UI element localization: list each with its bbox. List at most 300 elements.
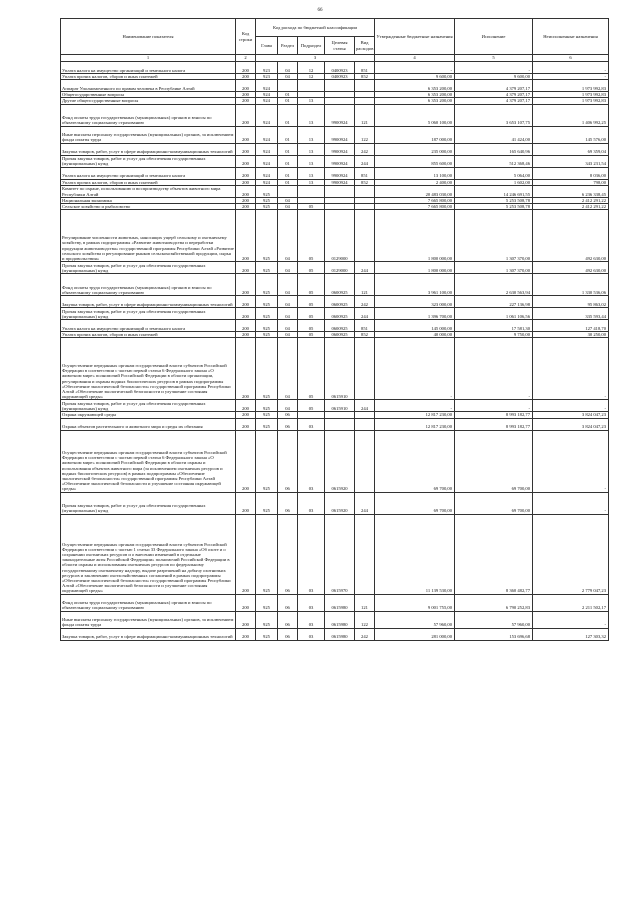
row-section: 04	[278, 320, 298, 332]
row-unexecuted: 798,00	[533, 179, 609, 185]
row-expense-type: 244	[355, 492, 375, 514]
row-section: 06	[278, 514, 298, 594]
table-row	[61, 418, 609, 430]
column-index-row	[61, 55, 609, 62]
row-unexecuted: 2 412 291,22	[533, 197, 609, 203]
row-approved: 40 000,00	[375, 332, 455, 338]
row-approved: 69 700,00	[375, 492, 455, 514]
row-name: Прочая закупка товаров, работ и услуг для обеспечения государственных (муниципальных) нужд	[61, 492, 236, 514]
row-unexecuted: 127 303,32	[533, 628, 609, 640]
row-section: 04	[278, 332, 298, 338]
row-expense-type: 121	[355, 104, 375, 126]
row-unexecuted: 3 824 047,23	[533, 418, 609, 430]
row-section: 06	[278, 492, 298, 514]
header-subsection: Подраздел	[298, 37, 325, 55]
row-line-code: 200	[236, 611, 256, 628]
row-line-code: 200	[236, 74, 256, 80]
row-target-item: 0600925	[325, 320, 355, 332]
row-line-code: 200	[236, 143, 256, 155]
row-expense-type: 244	[355, 308, 375, 320]
row-expense-type	[355, 210, 375, 262]
row-name: Прочая закупка товаров, работ и услуг для обеспечения государственных (муниципальных) нужд	[61, 155, 236, 167]
row-section: 04	[278, 262, 298, 274]
row-subsection: 05	[298, 332, 325, 338]
row-target-item: 9900924	[325, 126, 355, 143]
row-executed: 5 253 508,78	[455, 204, 533, 210]
table-row	[61, 308, 609, 320]
row-chapter: 924	[256, 104, 278, 126]
header-expense-type: Вид расходов	[355, 37, 375, 55]
row-subsection: 03	[298, 418, 325, 430]
row-unexecuted: -	[533, 62, 609, 74]
table-row	[61, 332, 609, 338]
row-approved: 6 353 200,00	[375, 92, 455, 98]
row-executed: 1 307 370,00	[455, 210, 533, 262]
row-expense-type: 121	[355, 274, 375, 296]
row-executed: 5 064,00	[455, 167, 533, 179]
row-line-code: 200	[236, 594, 256, 611]
row-section: 01	[278, 167, 298, 179]
row-expense-type: 242	[355, 143, 375, 155]
row-subsection: 12	[298, 74, 325, 80]
row-approved: 1 800 000,00	[375, 262, 455, 274]
row-chapter: 925	[256, 611, 278, 628]
row-approved: 323 000,00	[375, 296, 455, 308]
row-unexecuted: 1 330 536,06	[533, 274, 609, 296]
row-executed: 1 602,00	[455, 179, 533, 185]
row-name: Уплата налога на имущество организаций и земельного налога	[61, 62, 236, 74]
row-target-item: 9900924	[325, 155, 355, 167]
row-subsection: 13	[298, 143, 325, 155]
row-expense-type	[355, 338, 375, 400]
row-line-code: 200	[236, 412, 256, 418]
row-expense-type	[355, 418, 375, 430]
row-unexecuted: 2 412 291,22	[533, 204, 609, 210]
row-unexecuted: 492 630,00	[533, 210, 609, 262]
row-subsection: 05	[298, 338, 325, 400]
row-executed: 8 993 182,77	[455, 412, 533, 418]
row-expense-type: 244	[355, 262, 375, 274]
row-name: Уплата прочих налогов, сборов и иных платежей	[61, 179, 236, 185]
row-chapter: 924	[256, 98, 278, 104]
header-chapter: Глава	[256, 37, 278, 55]
row-section: 01	[278, 126, 298, 143]
row-name: Охрана окружающей среды	[61, 412, 236, 418]
table-row	[61, 104, 609, 126]
header-name: Наименование показателя	[61, 19, 236, 55]
row-expense-type	[355, 430, 375, 492]
index-cell: 2	[236, 55, 256, 62]
row-executed: 3 653 107,75	[455, 104, 533, 126]
row-target-item: 0600925	[325, 332, 355, 338]
row-unexecuted: 30 250,00	[533, 332, 609, 338]
row-unexecuted: 343 231,54	[533, 155, 609, 167]
row-name: Закупка товаров, работ, услуг в сфере информационно-коммуникационных технологий	[61, 143, 236, 155]
row-expense-type	[355, 514, 375, 594]
row-subsection: 03	[298, 514, 325, 594]
row-executed: 165 640,96	[455, 143, 533, 155]
row-subsection: 05	[298, 204, 325, 210]
row-section: 04	[278, 400, 298, 412]
row-target-item: 0600925	[325, 274, 355, 296]
row-section: 06	[278, 628, 298, 640]
row-chapter: 924	[256, 126, 278, 143]
row-expense-type: 851	[355, 320, 375, 332]
table-row	[61, 611, 609, 628]
row-section: 04	[278, 338, 298, 400]
row-line-code: 200	[236, 262, 256, 274]
row-name: Фонд оплаты труда государственных (муниципальных) органов и взносы по обязательному социальному страхованию	[61, 274, 236, 296]
index-cell: 5	[455, 55, 533, 62]
row-section: 06	[278, 412, 298, 418]
index-cell: 6	[533, 55, 609, 62]
row-line-code: 200	[236, 308, 256, 320]
row-name: Охрана объектов растительного и животного мира и среды их обитания	[61, 418, 236, 430]
row-expense-type: 851	[355, 167, 375, 179]
row-executed: 41 424,00	[455, 126, 533, 143]
row-expense-type: 122	[355, 126, 375, 143]
row-executed: 57 960,00	[455, 611, 533, 628]
row-line-code: 200	[236, 514, 256, 594]
row-unexecuted: -	[533, 338, 609, 400]
row-line-code: 200	[236, 274, 256, 296]
table-row	[61, 320, 609, 332]
table-row	[61, 62, 609, 74]
row-chapter: 924	[256, 80, 278, 92]
row-approved: 11 139 530,00	[375, 514, 455, 594]
header-target-item: Целевая статья	[325, 37, 355, 55]
header-section: Раздел	[278, 37, 298, 55]
row-expense-type: 852	[355, 179, 375, 185]
row-target-item	[325, 80, 355, 92]
header-approved: Утвержденные бюджетные назначения	[375, 19, 455, 55]
table-row	[61, 80, 609, 92]
row-executed: -	[455, 62, 533, 74]
index-cell: 1	[61, 55, 236, 62]
row-chapter: 925	[256, 332, 278, 338]
row-unexecuted: -	[533, 430, 609, 492]
row-name: Закупка товаров, работ, услуг в сфере информационно-коммуникационных технологий	[61, 628, 236, 640]
row-line-code: 200	[236, 210, 256, 262]
row-subsection: 13	[298, 98, 325, 104]
row-unexecuted: 1 973 992,83	[533, 92, 609, 98]
row-line-code: 200	[236, 197, 256, 203]
row-unexecuted: -	[533, 492, 609, 514]
row-unexecuted: 492 630,00	[533, 262, 609, 274]
row-executed: 4 379 207,17	[455, 80, 533, 92]
row-name: Осуществление переданных органам государственной власти субъектов Российской Федерации в соответствии с частью первой статьи 6 Федерального закона «О животном мире» полномочий Российской Федерации в области организации, регулирования и охраны водных биологических ресурсов в рамках подпрограммы «Обеспечение экологической безопасности» государственной программы Республики Алтай «Обеспечение экологической безопасности и улучшение состояния окружающей среды»	[61, 338, 236, 400]
row-approved: 20 483 030,00	[375, 185, 455, 197]
row-section: 04	[278, 74, 298, 80]
row-chapter: 923	[256, 62, 278, 74]
table-row	[61, 179, 609, 185]
row-approved: -	[375, 338, 455, 400]
row-approved: 5 060 100,00	[375, 104, 455, 126]
row-section	[278, 80, 298, 92]
index-cell: 4	[375, 55, 455, 62]
row-approved: 69 700,00	[375, 430, 455, 492]
row-executed: 14 246 691,55	[455, 185, 533, 197]
row-target-item: 0615910	[325, 400, 355, 412]
row-subsection: 13	[298, 155, 325, 167]
table-row	[61, 594, 609, 611]
row-subsection: 05	[298, 210, 325, 262]
row-section: 04	[278, 296, 298, 308]
row-expense-type: 242	[355, 628, 375, 640]
row-approved: 12 817 230,00	[375, 418, 455, 430]
row-subsection: 05	[298, 296, 325, 308]
row-expense-type: 244	[355, 155, 375, 167]
row-name: Уплата налога на имущество организаций и земельного налога	[61, 167, 236, 179]
row-name: Уплата прочих налогов, сборов и иных платежей	[61, 74, 236, 80]
row-unexecuted: 127 418,70	[533, 320, 609, 332]
row-target-item: 0615910	[325, 338, 355, 400]
row-approved: 855 600,00	[375, 155, 455, 167]
header-unexecuted: Неисполненные назначения	[533, 19, 609, 55]
row-chapter: 925	[256, 492, 278, 514]
row-section: 04	[278, 62, 298, 74]
row-approved: 12 817 230,00	[375, 412, 455, 418]
row-target-item: 0615980	[325, 628, 355, 640]
row-chapter: 925	[256, 185, 278, 197]
row-subsection: 05	[298, 320, 325, 332]
row-unexecuted: 2 211 502,17	[533, 594, 609, 611]
row-section: 06	[278, 430, 298, 492]
row-executed: 9 750,00	[455, 332, 533, 338]
row-name: Общегосударственные вопросы	[61, 92, 236, 98]
row-executed: -	[455, 400, 533, 412]
row-target-item: 9900924	[325, 143, 355, 155]
row-subsection: 05	[298, 400, 325, 412]
row-unexecuted: -	[533, 611, 609, 628]
row-unexecuted: 3 824 047,23	[533, 412, 609, 418]
row-chapter: 925	[256, 514, 278, 594]
row-target-item: 0600925	[325, 308, 355, 320]
row-target-item: 9900924	[325, 179, 355, 185]
row-line-code: 200	[236, 418, 256, 430]
row-subsection	[298, 80, 325, 92]
row-executed: 69 700,00	[455, 430, 533, 492]
page-number: 66	[317, 8, 323, 13]
row-section: 01	[278, 92, 298, 98]
row-expense-type	[355, 80, 375, 92]
row-unexecuted: 335 593,44	[533, 308, 609, 320]
row-chapter: 925	[256, 308, 278, 320]
row-name: Фонд оплаты труда государственных (муниципальных) органов и взносы по обязательному социальному страхованию	[61, 594, 236, 611]
table-row	[61, 400, 609, 412]
row-line-code: 200	[236, 332, 256, 338]
row-name: Комитет по охране, использованию и воспроизводству объектов животного мира Республики Алтай	[61, 185, 236, 197]
row-executed: 69 700,00	[455, 492, 533, 514]
row-target-item: 0615920	[325, 430, 355, 492]
row-approved: 187 000,00	[375, 126, 455, 143]
row-target-item: 0615920	[325, 492, 355, 514]
row-section: 04	[278, 308, 298, 320]
row-line-code: 200	[236, 628, 256, 640]
row-section: 06	[278, 611, 298, 628]
row-chapter: 924	[256, 92, 278, 98]
row-line-code: 200	[236, 179, 256, 185]
table-row	[61, 514, 609, 594]
row-chapter: 925	[256, 338, 278, 400]
row-subsection: 13	[298, 167, 325, 179]
row-name: Национальная экономика	[61, 197, 236, 203]
row-line-code: 200	[236, 338, 256, 400]
row-expense-type: 852	[355, 74, 375, 80]
row-approved: 281 000,00	[375, 628, 455, 640]
table-row	[61, 274, 609, 296]
row-approved: -	[375, 400, 455, 412]
row-target-item: 0129000	[325, 262, 355, 274]
row-name: Регулирование численности животных, наносящих ущерб сельскому и охотничьему хозяйству, в рамках подпрограммы «Развитие животноводства и переработки продукции животноводства» государственной программы Республики Алтай «Развитие сельского хозяйства и регулирование рынков сельскохозяйственной продукции, сырья и продовольствия»	[61, 210, 236, 262]
table-row	[61, 430, 609, 492]
row-target-item	[325, 418, 355, 430]
row-chapter: 925	[256, 628, 278, 640]
row-chapter: 925	[256, 418, 278, 430]
row-section: 01	[278, 143, 298, 155]
row-name: Сельское хозяйство и рыболовство	[61, 204, 236, 210]
row-name: Фонд оплаты труда государственных (муниципальных) органов и взносы по обязательному социальному страхованию	[61, 104, 236, 126]
row-subsection: 12	[298, 62, 325, 74]
row-section: 06	[278, 594, 298, 611]
row-target-item: 9900924	[325, 167, 355, 179]
header-line-code: Код строки	[236, 19, 256, 55]
row-section: 04	[278, 204, 298, 210]
row-unexecuted: 2 779 047,23	[533, 514, 609, 594]
row-unexecuted: 145 576,00	[533, 126, 609, 143]
table-row	[61, 296, 609, 308]
row-expense-type: 122	[355, 611, 375, 628]
row-chapter: 925	[256, 262, 278, 274]
row-line-code: 200	[236, 62, 256, 74]
row-approved: -	[375, 62, 455, 74]
row-name: Прочая закупка товаров, работ и услуг для обеспечения государственных (муниципальных) нужд	[61, 262, 236, 274]
row-section: 01	[278, 98, 298, 104]
row-section: 01	[278, 104, 298, 126]
row-executed: 8 993 182,77	[455, 418, 533, 430]
row-unexecuted: -	[533, 74, 609, 80]
row-name: Прочая закупка товаров, работ и услуг для обеспечения государственных (муниципальных) нужд	[61, 308, 236, 320]
row-line-code: 200	[236, 492, 256, 514]
row-chapter: 925	[256, 594, 278, 611]
row-unexecuted: 95 863,02	[533, 296, 609, 308]
row-executed: 5 253 508,78	[455, 197, 533, 203]
row-line-code: 200	[236, 204, 256, 210]
row-approved: 6 353 200,00	[375, 80, 455, 92]
row-executed: 4 379 207,17	[455, 98, 533, 104]
row-subsection: 03	[298, 492, 325, 514]
table-row	[61, 155, 609, 167]
table-row	[61, 167, 609, 179]
row-name: Уплата налога на имущество организаций и земельного налога	[61, 320, 236, 332]
row-chapter: 925	[256, 400, 278, 412]
row-section: 04	[278, 197, 298, 203]
row-line-code: 200	[236, 92, 256, 98]
table-row	[61, 126, 609, 143]
row-unexecuted: 69 359,04	[533, 143, 609, 155]
row-subsection: 03	[298, 628, 325, 640]
row-chapter: 924	[256, 143, 278, 155]
row-executed: 153 696,68	[455, 628, 533, 640]
row-approved: 1 800 000,00	[375, 210, 455, 262]
row-chapter: 925	[256, 274, 278, 296]
row-approved: 7 665 800,00	[375, 197, 455, 203]
row-line-code: 200	[236, 185, 256, 197]
row-expense-type: 851	[355, 62, 375, 74]
row-expense-type: 244	[355, 400, 375, 412]
row-line-code: 200	[236, 296, 256, 308]
row-chapter: 925	[256, 412, 278, 418]
budget-execution-table	[60, 18, 609, 641]
table-row	[61, 338, 609, 400]
row-chapter: 925	[256, 210, 278, 262]
row-subsection: 03	[298, 611, 325, 628]
row-subsection: 13	[298, 104, 325, 126]
table-row	[61, 143, 609, 155]
row-target-item	[325, 185, 355, 197]
table-row	[61, 74, 609, 80]
row-executed: 4 379 207,17	[455, 92, 533, 98]
row-approved: 2 400,00	[375, 179, 455, 185]
row-expense-type	[355, 185, 375, 197]
index-cell: 3	[256, 55, 375, 62]
row-name: Осуществление переданных органам государственной власти субъектов Российской Федерации в соответствии с частью первой статьи 6 Федерального закона «О животном мире» полномочий Российской Федерации в области охраны и использования объектов животного мира (за исключением охотничьих ресурсов и водных биологических ресурсов) в рамках подпрограммы «Обеспечение экологической безопасности» государственной программы Республики Алтай «Обеспечение экологической безопасности и улучшение состояния окружающей среды»	[61, 430, 236, 492]
row-chapter: 923	[256, 74, 278, 80]
row-target-item: 0400923	[325, 74, 355, 80]
row-expense-type: 852	[355, 332, 375, 338]
row-name: Осуществление переданных органам государственной власти субъектов Российской Федерации в соответствии с частью 1 статьи 33 Федерального закона «Об охоте и о сохранении охотничьих ресурсов и о внесении изменений в отдельные законодательные акты Российской Федерации» полномочий Российской Федерации в области охраны и использования охотничьих ресурсов по федеральному государственному охотничьему надзору, выдаче разрешений на добычу охотничьих ресурсов и заключению охотхозяйственных соглашений в рамках подпрограммы «Обеспечение экологической безопасности» государственной программы Республики Алтай «Обеспечение экологической безопасности и улучшение состояния окружающей среды»	[61, 514, 236, 594]
row-chapter: 924	[256, 167, 278, 179]
row-expense-type: 121	[355, 594, 375, 611]
header-executed: Исполнение	[455, 19, 533, 55]
row-subsection: 03	[298, 594, 325, 611]
row-expense-type: 242	[355, 296, 375, 308]
row-unexecuted: 1 406 992,25	[533, 104, 609, 126]
row-executed: 2 630 563,94	[455, 274, 533, 296]
row-target-item: 9900924	[325, 104, 355, 126]
row-target-item: 0615970	[325, 514, 355, 594]
table-row	[61, 492, 609, 514]
row-approved: 9 001 755,00	[375, 594, 455, 611]
row-subsection: 13	[298, 179, 325, 185]
row-executed: 9 600,00	[455, 74, 533, 80]
row-name: Прочая закупка товаров, работ и услуг для обеспечения государственных (муниципальных) нужд	[61, 400, 236, 412]
row-target-item: 0615980	[325, 594, 355, 611]
row-unexecuted: -	[533, 400, 609, 412]
row-line-code: 200	[236, 155, 256, 167]
row-target-item: 0129000	[325, 210, 355, 262]
row-approved: 145 000,00	[375, 320, 455, 332]
row-unexecuted: 1 973 992,83	[533, 80, 609, 92]
row-section	[278, 185, 298, 197]
row-subsection: 03	[298, 430, 325, 492]
row-name: Иные выплаты персоналу государственных (муниципальных) органов, за исключением фонда оплаты труда	[61, 611, 236, 628]
row-executed: 17 581,30	[455, 320, 533, 332]
row-subsection: 05	[298, 308, 325, 320]
row-executed: 8 360 482,77	[455, 514, 533, 594]
header-budget-class: Код расхода по бюджетной классификации	[256, 19, 375, 37]
row-line-code: 200	[236, 430, 256, 492]
row-section: 06	[278, 418, 298, 430]
row-section: 01	[278, 155, 298, 167]
row-target-item: 0615980	[325, 611, 355, 628]
row-approved: 7 665 800,00	[375, 204, 455, 210]
table-row	[61, 628, 609, 640]
row-name: Иные выплаты персоналу государственных (муниципальных) органов, за исключением фонда оплаты труда	[61, 126, 236, 143]
row-approved: 1 396 700,00	[375, 308, 455, 320]
row-chapter: 925	[256, 296, 278, 308]
row-subsection	[298, 185, 325, 197]
